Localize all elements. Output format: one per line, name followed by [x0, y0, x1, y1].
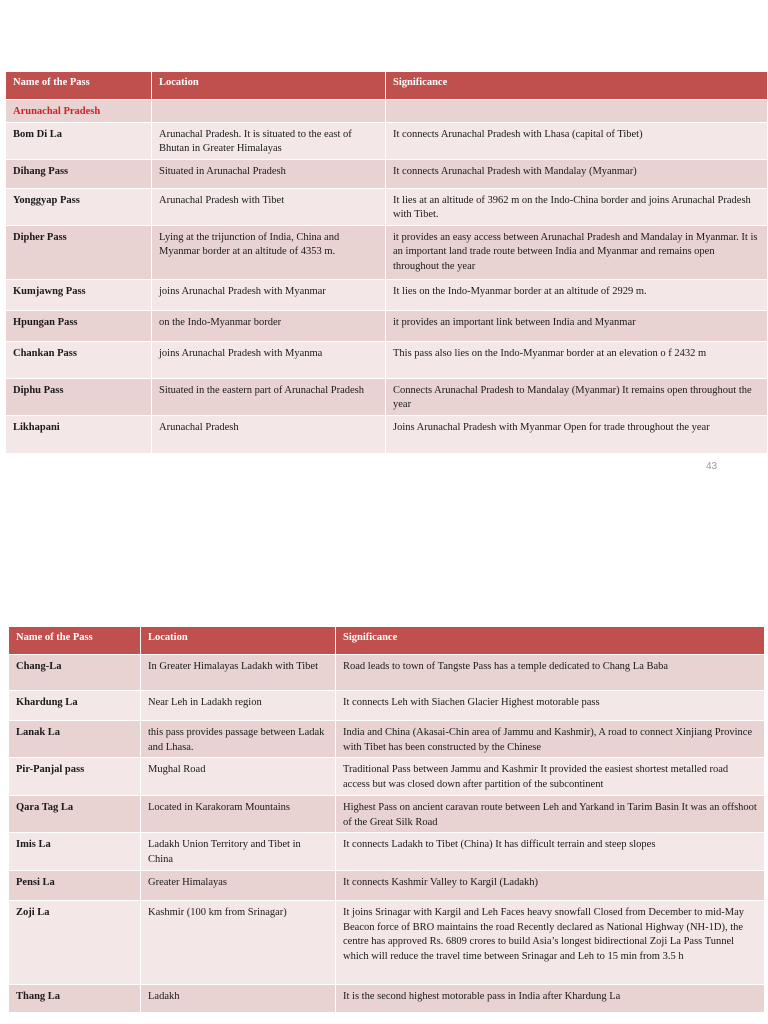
passes-table-arunachal — [6, 72, 768, 454]
pass-name: Dihang Pass — [6, 160, 152, 189]
header-significance: Significance — [386, 72, 768, 100]
pass-significance: It joins Srinagar with Kargil and Leh Faces heavy snowfall Closed from December to mid-May Beacon force of BRO maintains the road Recently declared as National Highway (NH-1D), the centre has approved Rs. 6809 crores to build Asia’s longest bidirectional Zoji La Pass Tunnel which will reduce the travel time between Srinagar and Leh to 15 min from 3.5 h — [336, 901, 765, 985]
header-name: Name of the Pass — [6, 72, 152, 100]
pass-name: Thang La — [9, 985, 141, 1013]
section-row — [6, 100, 768, 123]
pass-location: Located in Karakoram Mountains — [141, 796, 336, 833]
pass-name: Chang-La — [9, 655, 141, 691]
pass-location: Greater Himalayas — [141, 871, 336, 901]
pass-name: Bom Di La — [6, 123, 152, 160]
pass-location: Situated in the eastern part of Arunachal Pradesh — [152, 379, 386, 416]
pass-location: Kashmir (100 km from Srinagar) — [141, 901, 336, 985]
pass-name: Pensi La — [9, 871, 141, 901]
pass-location: joins Arunachal Pradesh with Myanma — [152, 342, 386, 379]
pass-name: Khardung La — [9, 691, 141, 721]
pass-location: Arunachal Pradesh — [152, 416, 386, 454]
pass-location: Arunachal Pradesh with Tibet — [152, 189, 386, 226]
section-label: Arunachal Pradesh — [6, 100, 152, 123]
pass-significance: Road leads to town of Tangste Pass has a temple dedicated to Chang La Baba — [336, 655, 765, 691]
table-row — [6, 342, 768, 379]
pass-name: Chankan Pass — [6, 342, 152, 379]
table-row — [9, 691, 765, 721]
pass-significance: Connects Arunachal Pradesh to Mandalay (Myanmar) It remains open throughout the year — [386, 379, 768, 416]
pass-location: Near Leh in Ladakh region — [141, 691, 336, 721]
header-significance: Significance — [336, 627, 765, 655]
table-row — [6, 160, 768, 189]
pass-name: Pir-Panjal pass — [9, 758, 141, 796]
pass-location: Ladakh Union Territory and Tibet in China — [141, 833, 336, 871]
pass-location: joins Arunachal Pradesh with Myanmar — [152, 280, 386, 311]
pass-significance: It lies at an altitude of 3962 m on the Indo-China border and joins Arunachal Pradesh with Tibet. — [386, 189, 768, 226]
table-row — [9, 758, 765, 796]
pass-location: on the Indo-Myanmar border — [152, 311, 386, 342]
table-row — [6, 226, 768, 280]
pass-significance: It lies on the Indo-Myanmar border at an altitude of 2929 m. — [386, 280, 768, 311]
pass-location: Lying at the trijunction of India, China and Myanmar border at an altitude of 4353 m. — [152, 226, 386, 280]
header-name: Name of the Pass — [9, 627, 141, 655]
header-location: Location — [141, 627, 336, 655]
pass-name: Zoji La — [9, 901, 141, 985]
table-row — [6, 280, 768, 311]
table-row — [9, 796, 765, 833]
pass-significance: It connects Arunachal Pradesh with Mandalay (Myanmar) — [386, 160, 768, 189]
table-row — [6, 379, 768, 416]
table-row — [6, 416, 768, 454]
table-row — [6, 311, 768, 342]
pass-location: In Greater Himalayas Ladakh with Tibet — [141, 655, 336, 691]
table-row — [6, 123, 768, 160]
table-row — [9, 655, 765, 691]
passes-table-ladakh — [9, 627, 765, 1013]
pass-name: Yonggyap Pass — [6, 189, 152, 226]
pass-significance: It connects Arunachal Pradesh with Lhasa (capital of Tibet) — [386, 123, 768, 160]
page-number: 43 — [706, 461, 718, 472]
table-header-row — [9, 627, 765, 655]
pass-significance: India and China (Akasai-Chin area of Jammu and Kashmir), A road to connect Xinjiang Province with Tibet has been constructed by the Chinese — [336, 721, 765, 758]
pass-significance: it provides an important link between India and Myanmar — [386, 311, 768, 342]
table-row — [9, 901, 765, 985]
table-header-row — [6, 72, 768, 100]
pass-location: Ladakh — [141, 985, 336, 1013]
table-row — [9, 833, 765, 871]
pass-name: Hpungan Pass — [6, 311, 152, 342]
pass-name: Dipher Pass — [6, 226, 152, 280]
pass-name: Lanak La — [9, 721, 141, 758]
pass-name: Kumjawng Pass — [6, 280, 152, 311]
pass-location: Mughal Road — [141, 758, 336, 796]
pass-significance: Highest Pass on ancient caravan route between Leh and Yarkand in Tarim Basin It was an offshoot of the Great Silk Road — [336, 796, 765, 833]
pass-significance: Joins Arunachal Pradesh with Myanmar Open for trade throughout the year — [386, 416, 768, 454]
table-row — [6, 189, 768, 226]
pass-significance: It connects Kashmir Valley to Kargil (Ladakh) — [336, 871, 765, 901]
pass-name: Likhapani — [6, 416, 152, 454]
pass-location: this pass provides passage between Ladak and Lhasa. — [141, 721, 336, 758]
pass-significance: It connects Ladakh to Tibet (China) It has difficult terrain and steep slopes — [336, 833, 765, 871]
table-row — [9, 985, 765, 1013]
pass-significance: This pass also lies on the Indo-Myanmar border at an elevation o f 2432 m — [386, 342, 768, 379]
pass-significance: it provides an easy access between Arunachal Pradesh and Mandalay in Myanmar. It is an important land trade route between India and Myanmar and remains open throughout the year — [386, 226, 768, 280]
pass-name: Qara Tag La — [9, 796, 141, 833]
header-location: Location — [152, 72, 386, 100]
pass-location: Arunachal Pradesh. It is situated to the east of Bhutan in Greater Himalayas — [152, 123, 386, 160]
pass-significance: It connects Leh with Siachen Glacier Highest motorable pass — [336, 691, 765, 721]
pass-significance: Traditional Pass between Jammu and Kashmir It provided the easiest shortest metalled road access but was closed down after partition of the subcontinent — [336, 758, 765, 796]
table-row — [9, 871, 765, 901]
pass-location: Situated in Arunachal Pradesh — [152, 160, 386, 189]
table-row — [9, 721, 765, 758]
pass-significance: It is the second highest motorable pass in India after Khardung La — [336, 985, 765, 1013]
pass-name: Imis La — [9, 833, 141, 871]
pass-name: Diphu Pass — [6, 379, 152, 416]
